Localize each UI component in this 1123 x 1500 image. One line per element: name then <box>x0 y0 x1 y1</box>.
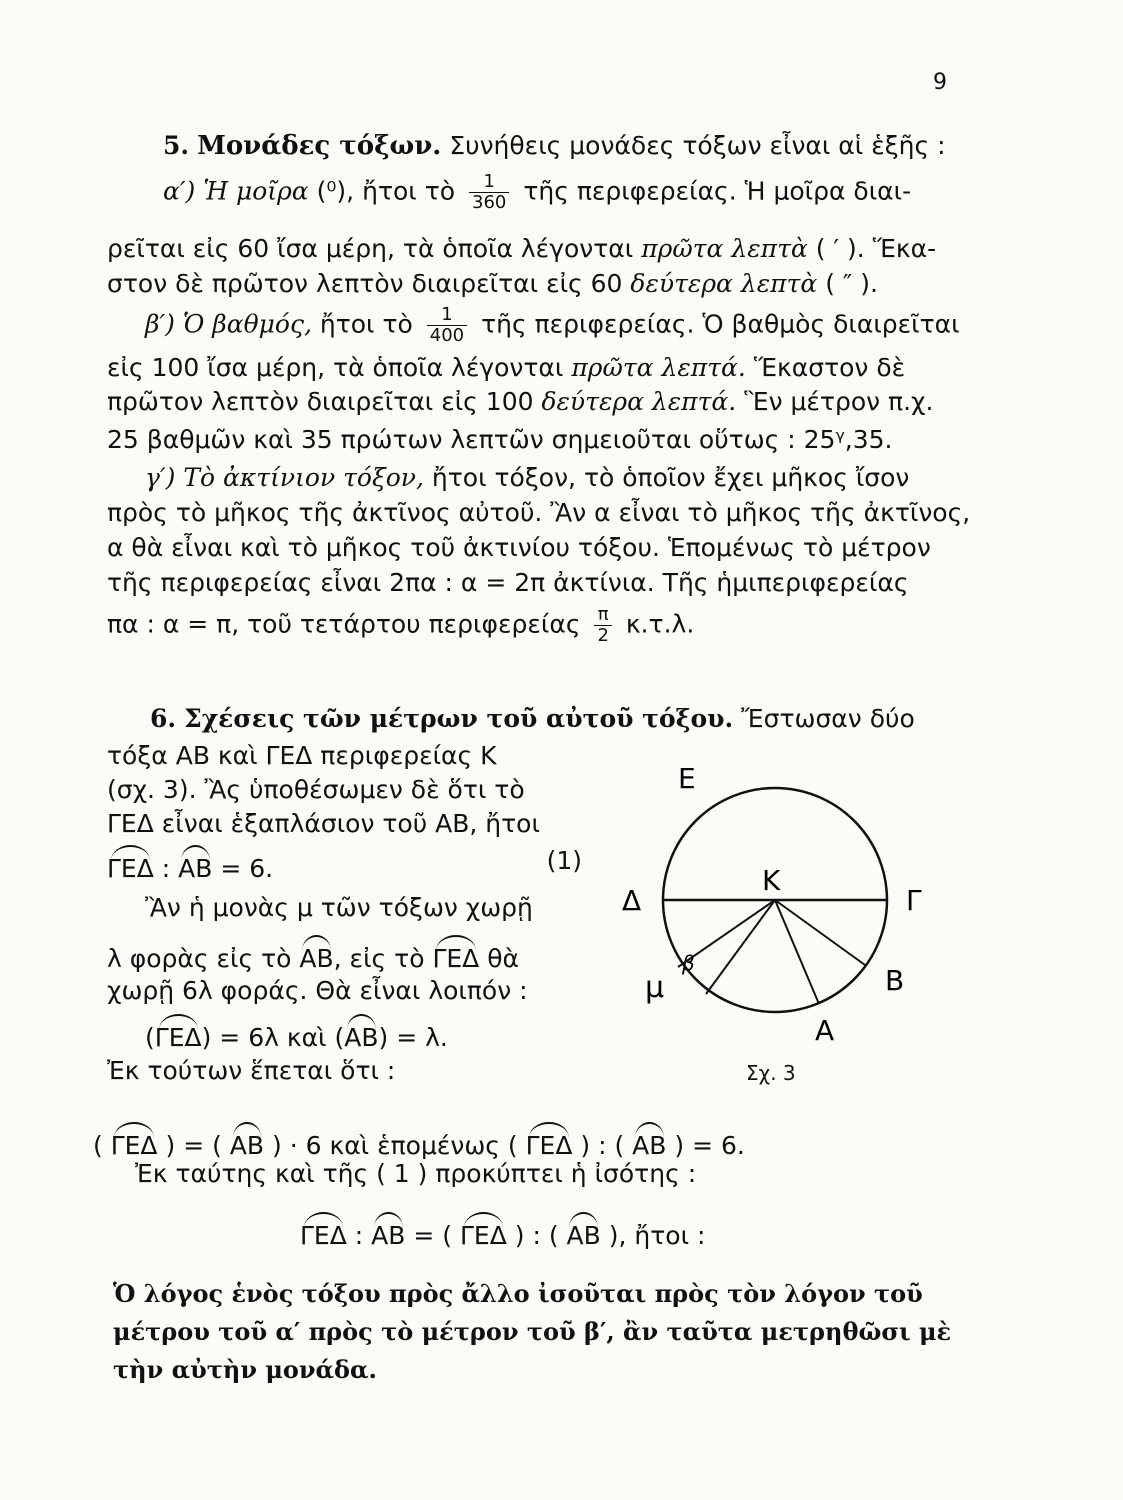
section-title: Σχέσεις τῶν μέτρων τοῦ αὐτοῦ τόξου. <box>184 704 734 733</box>
sec6-line-9: Ἐκ τούτων ἕπεται ὅτι : <box>107 1056 396 1085</box>
conclusion-line-1: Ὁ λόγος ἑνὸς τόξου πρὸς ἄλλο ἰσοῦται πρὸς τὸν λόγον τοῦ <box>113 1279 923 1308</box>
unit-b-line-3: πρῶτον λεπτὸν διαιρεῖται εἰς 100 δεύτερα λεπτά. Ἓν μέτρον π.χ. <box>107 387 934 416</box>
fraction-1-400: $\frac{1}{400}$ <box>427 305 467 346</box>
unit-b-line-2: εἰς 100 ἴσα μέρη, τὰ ὁποῖα λέγονται πρῶτα λεπτά. Ἕκαστον δὲ <box>107 353 906 382</box>
equation-1: ΓΕΔ : ΑΒ = 6. (1) <box>107 846 582 883</box>
unit-c-line-5: πα : α = π, τοῦ τετάρτου περιφερείας $\frac{\pi}{2}$ κ.τ.λ. <box>107 604 695 646</box>
sec6-line-6: λ φορὰς εἰς τὸ ΑΒ, εἰς τὸ ΓΕΔ θὰ <box>107 935 519 975</box>
label-beta: β <box>682 951 695 975</box>
sec6-line-1: τόξα ΑΒ καὶ ΓΕΔ περιφερείας Κ <box>107 741 497 770</box>
section-intro: Συνήθεις μονάδες τόξων εἶναι αἱ ἑξῆς : <box>449 131 946 160</box>
radius-k-m2 <box>706 900 775 994</box>
sec6-line-3: ΓΕΔ εἶναι ἑξαπλάσιον τοῦ ΑΒ, ἤτοι <box>107 809 540 838</box>
unit-a-line-1: α′) Ἡ μοῖρα (⁰), ἤτοι τὸ $\frac{1}{360}$ τῆς περιφερείας. Ἡ μοῖρα διαι- <box>163 171 912 213</box>
unit-c-line-3: α θὰ εἶναι καὶ τὸ μῆκος τοῦ ἀκτινίου τόξου. Ἑπομένως τὸ μέτρον <box>107 533 931 562</box>
equation-4: ΓΕΔ : ΑΒ = ( ΓΕΔ ) : ( ΑΒ ), ἤτοι : <box>300 1212 705 1252</box>
equation-3: ( ΓΕΔ ) = ( ΑΒ ) · 6 καὶ ἑπομένως ( ΓΕΔ ) : ( ΑΒ ) = 6. <box>93 1122 745 1162</box>
equation-label: (1) <box>546 846 582 875</box>
label-mu: μ <box>645 970 665 1005</box>
figure-caption: Σχ. 3 <box>746 1061 796 1085</box>
fraction-pi-2: $\frac{\pi}{2}$ <box>594 605 611 646</box>
section-number: 6. <box>150 704 177 733</box>
unit-b-line-4: 25 βαθμῶν καὶ 35 πρώτων λεπτῶν σημειοῦται οὕτως : 25ᵞ,35. <box>107 425 893 454</box>
fraction-1-360: $\frac{1}{360}$ <box>469 172 509 213</box>
label-B: Β <box>885 964 905 997</box>
unit-b-line-1: β′) Ὁ βαθμός, ἤτοι τὸ $\frac{1}{400}$ τῆς περιφερείας. Ὁ βαθμὸς διαιρεῖται <box>145 304 960 346</box>
sec6-line-5: Ἂν ἡ μονὰς μ τῶν τόξων χωρῇ <box>145 893 533 922</box>
label-E: Ε <box>678 762 696 795</box>
page-number: 9 <box>933 70 947 95</box>
unit-a-line-2: ρεῖται εἰς 60 ἴσα μέρη, τὰ ὁποῖα λέγονται πρῶτα λεπτὰ ( ′ ). Ἕκα- <box>107 234 937 263</box>
label-K: Κ <box>762 864 781 897</box>
section-6-heading: 6. Σχέσεις τῶν μέτρων τοῦ αὐτοῦ τόξου. Ἔστωσαν δύο <box>150 704 915 733</box>
unit-c-line-2: πρὸς τὸ μῆκος τῆς ἀκτῖνος αὐτοῦ. Ἂν α εἶναι τὸ μῆκος τῆς ἀκτῖνος, <box>107 498 971 527</box>
section-5-heading <box>163 130 946 162</box>
equation-2: (ΓΕΔ) = 6λ καὶ (ΑΒ) = λ. <box>145 1014 448 1054</box>
figure-3 <box>610 760 940 1100</box>
unit-c-line-4: τῆς περιφερείας εἶναι 2πα : α = 2π ἀκτίνια. Τῆς ἡμιπεριφερείας <box>107 568 909 597</box>
label-Gamma: Γ <box>906 884 922 917</box>
label-Delta: Δ <box>622 884 642 917</box>
conclusion-line-3: τὴν αὐτὴν μονάδα. <box>113 1355 377 1384</box>
unit-a-line-3: στον δὲ πρῶτον λεπτὸν διαιρεῖται εἰς 60 δεύτερα λεπτὰ ( ″ ). <box>107 269 878 298</box>
unit-c-line-1: γ′) Τὸ ἀκτίνιον τόξον, ἤτοι τόξον, τὸ ὁποῖον ἔχει μῆκος ἴσον <box>145 463 910 492</box>
sec6-line-7: χωρῇ 6λ φοράς. Θὰ εἶναι λοιπόν : <box>107 976 528 1005</box>
section-number: 5. <box>163 131 190 160</box>
conclusion-line-2: μέτρου τοῦ α′ πρὸς τὸ μέτρον τοῦ β′, ἂν ταῦτα μετρηθῶσι μὲ <box>113 1317 952 1346</box>
sec6-line-11: Ἐκ ταύτης καὶ τῆς ( 1 ) προκύπτει ἡ ἰσότης : <box>135 1159 697 1188</box>
label-A: Α <box>815 1014 835 1047</box>
sec6-line-2: (σχ. 3). Ἂς ὑποθέσωμεν δὲ ὅτι τὸ <box>107 775 525 804</box>
section-title: Μονάδες τόξων. <box>197 131 442 161</box>
